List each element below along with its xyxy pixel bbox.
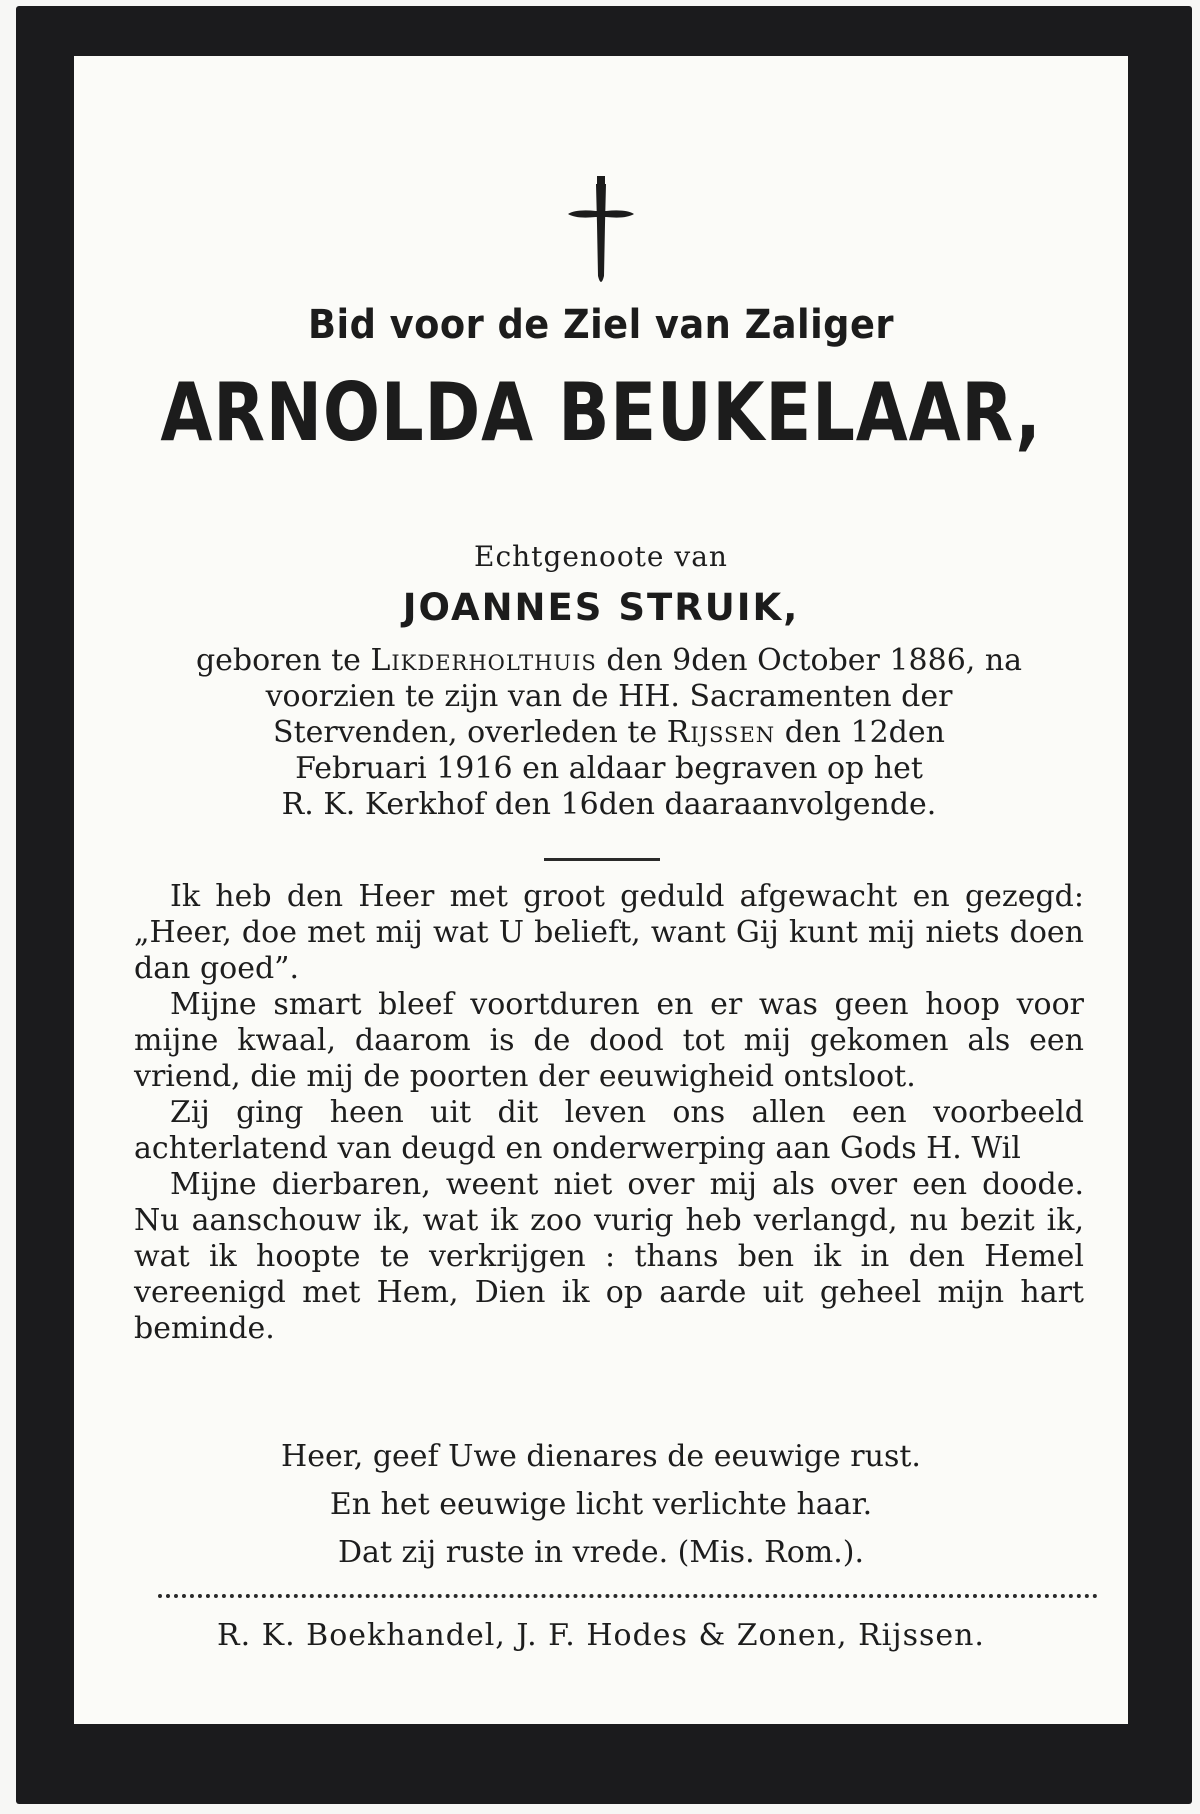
place-of-death: Rijssen: [666, 715, 776, 750]
verse-paragraph: Mijne dierbaren, weent niet over mij als over een doode. Nu aanschouw ik, wat ik zoo vurig heb verlangd, nu bezit ik, wat ik hoopte te verkrijgen : thans ben ik in den Hemel vereenigd met Hem, Dien ik op aarde uit geheel mijn hart beminde.: [134, 1167, 1084, 1346]
birthplace: Likderholthuis: [370, 643, 597, 678]
divider: [544, 858, 660, 861]
details-text: Stervenden, overleden te: [273, 715, 667, 750]
closing-line: En het eeuwige licht verlichte haar.: [329, 1487, 873, 1522]
details-text: geboren te: [195, 643, 371, 678]
verse-paragraph: Mijne smart bleef voortduren en er was geen hoop voor mijne kwaal, daarom is de dood tot mij gekomen als een vriend, die mij de poorten der eeuwigheid ontsloot.: [134, 987, 1084, 1094]
verse-paragraph: Zij ging heen uit dit leven ons allen een voorbeeld achterlatend van deugd en onderwerping aan Gods H. Wil: [134, 1095, 1084, 1166]
closing-prayer: [74, 1433, 1128, 1577]
spouse-name: JOANNES STRUIK,: [402, 586, 800, 629]
details-text: den 12den: [775, 715, 945, 750]
details-line-2: voorzien te zijn van de HH. Sacramenten der: [265, 679, 953, 714]
closing-line: Heer, geef Uwe dienares de eeuwige rust.: [281, 1439, 921, 1474]
details-line-5: R. K. Kerkhof den 16den daaraanvolgende.: [281, 787, 937, 822]
closing-line: Dat zij ruste in vrede. (Mis. Rom.).: [337, 1535, 865, 1570]
details-line-4: Februari 1916 en aldaar begraven op het: [295, 751, 923, 786]
printer-credit: R. K. Boekhandel, J. F. Hodes & Zonen, Rijssen.: [217, 1618, 985, 1653]
birth-death-details: [134, 643, 1084, 823]
dotted-rule: [158, 1594, 1098, 1598]
mourning-card: [74, 56, 1128, 1724]
details-line-3: [134, 715, 1084, 751]
prayer-intro: Bid voor de Ziel van Zaliger: [307, 302, 895, 348]
verse-paragraph: Ik heb den Heer met groot geduld afgewacht en gezegd: „Heer, doe met mij wat U belieft, want Gij kunt mij niets doen dan goed”.: [134, 879, 1084, 986]
verses: [134, 879, 1084, 1347]
card-content: [74, 56, 1128, 1724]
deceased-name: ARNOLDA BEUKELAAR,: [160, 366, 1042, 459]
details-line-1: [134, 643, 1084, 679]
details-text: den 9den October 1886, na: [596, 643, 1023, 678]
spouse-intro: Echtgenoote van: [474, 540, 728, 573]
cross-icon: [566, 176, 636, 288]
